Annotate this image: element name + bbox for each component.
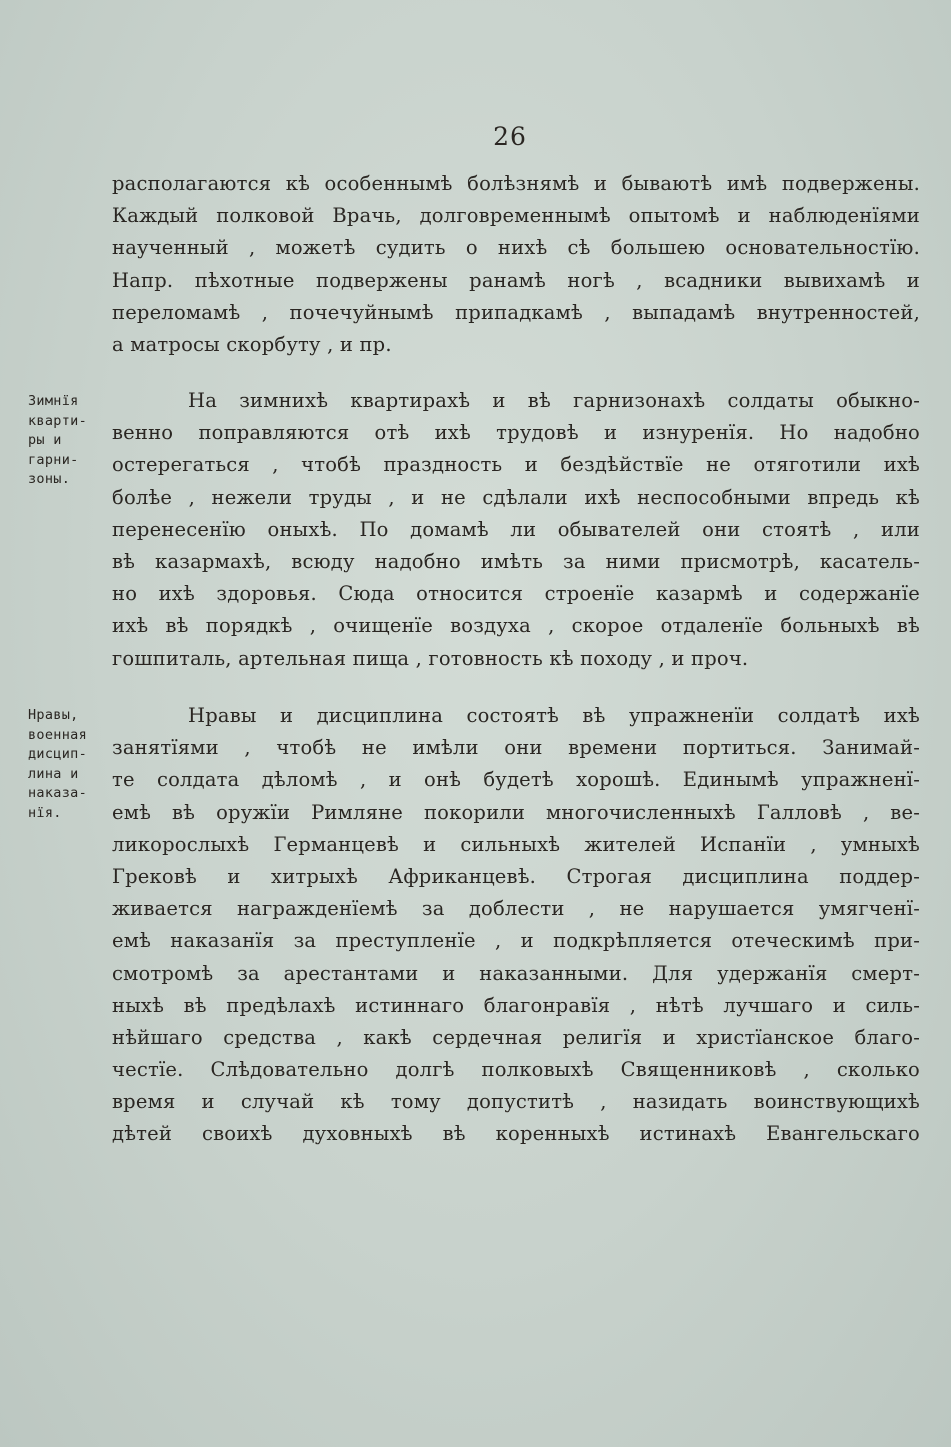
text-line: смотромѣ за арестантами и наказанными. Для удержанїя смерт-: [112, 961, 920, 985]
sidenote-line: лина и: [28, 765, 79, 782]
text-line: Грековѣ и хитрыхѣ Африканцевѣ. Строгая дисциплина поддер-: [112, 864, 920, 888]
text-line: но ихѣ здоровья. Сюда относится строенїе казармѣ и содержанїе: [112, 582, 920, 606]
text-line: располагаются кѣ особеннымѣ болѣзнямѣ и бываютѣ имѣ подвержены.: [112, 172, 920, 195]
paragraph-2: [112, 385, 920, 675]
text-line-content: На зимнихѣ квартирахѣ и вѣ гарнизонахѣ солдаты обыкно-: [188, 389, 920, 412]
paragraph-1: [112, 168, 920, 361]
text-line: болѣе , нежели труды , и не сдѣлали ихѣ неспособными впредь кѣ: [112, 485, 920, 509]
text-line-content: Нравы и дисциплина состоятѣ вѣ упражненїи солдатѣ ихѣ: [188, 704, 920, 727]
text-line: вѣ казармахѣ, всюду надобно имѣть за ними присмотрѣ, касатель-: [112, 549, 920, 573]
text-line: занятїями , чтобѣ не имѣли они времени портиться. Занимай-: [112, 736, 920, 760]
text-line: переломамѣ , почечуйнымѣ припадкамѣ , выпадамѣ внутренностей,: [112, 300, 920, 324]
text-line: ликорослыхѣ Германцевѣ и сильныхѣ жителей Испанїи , умныхѣ: [112, 832, 920, 856]
text-line: венно поправляются отѣ ихѣ трудовѣ и изнуренїя. Но надобно: [112, 421, 920, 445]
sidenote-morals-discipline: [28, 706, 110, 823]
text-line: те солдата дѣломѣ , и онѣ будетѣ хорошѣ. Единымѣ упражненї-: [112, 768, 920, 792]
sidenote-line: военная: [28, 726, 87, 743]
sidenote-winter-quarters: [28, 392, 110, 490]
text-line: а матросы скорбуту , и пр.: [112, 332, 392, 356]
text-line: ныхѣ вѣ предѣлахѣ истиннаго благонравїя , нѣтѣ лучшаго и силь-: [112, 993, 920, 1017]
text-line: Напр. пѣхотные подвержены ранамѣ ногѣ , всадники вывихамѣ и: [112, 268, 920, 292]
text-line: гошпиталь, артельная пища , готовность кѣ походу , и проч.: [112, 646, 749, 670]
text-line: емѣ вѣ оружїи Римляне покорили многочисленныхѣ Галловѣ , ве-: [112, 800, 920, 824]
text-line: время и случай кѣ тому допуститѣ , назидать воинствующихѣ: [112, 1090, 920, 1114]
text-line: емѣ наказанїя за преступленїе , и подкрѣпляется отеческимѣ при-: [112, 929, 920, 953]
sidenote-line: нїя.: [28, 804, 62, 821]
text-line: живается награжденїемѣ за доблести , не нарушается умягченї-: [112, 897, 920, 921]
sidenote-line: Зимнїя: [28, 393, 79, 409]
text-line: нѣйшаго средства , какѣ сердечная религїя и христїанское благо-: [112, 1025, 920, 1049]
sidenote-line: гарни-: [28, 451, 79, 468]
text-line: честїе. Слѣдовательно долгѣ полковыхѣ Священниковѣ , сколько: [112, 1058, 920, 1082]
sidenote-line: дисцип-: [28, 746, 87, 762]
sidenote-line: кварти-: [28, 412, 87, 429]
sidenote-line: ры и: [28, 432, 62, 448]
sidenote-line: Нравы,: [28, 707, 79, 723]
sidenote-line: зоны.: [28, 471, 71, 487]
sidenote-line: наказа-: [28, 785, 87, 801]
text-line: наученный , можетѣ судить о нихѣ сѣ большею основательностїю.: [112, 236, 920, 260]
text-line: [112, 385, 920, 417]
text-line: Каждый полковой Врачь, долговременнымѣ опытомѣ и наблюденїями: [112, 204, 920, 228]
paragraph-3: [112, 700, 920, 1151]
page-number: 26: [493, 122, 527, 151]
text-line: остерегаться , чтобѣ праздность и бездѣйствїе не отяготили ихѣ: [112, 453, 920, 477]
text-line: перенесенїю оныхѣ. По домамѣ ли обывателей они стоятѣ , или: [112, 517, 920, 541]
text-line: дѣтей своихѣ духовныхѣ вѣ коренныхѣ истинахѣ Евангельскаго: [112, 1122, 920, 1146]
text-line: ихѣ вѣ порядкѣ , очищенїе воздуха , скорое отдаленїе больныхѣ вѣ: [112, 614, 920, 638]
text-line: [112, 700, 920, 732]
